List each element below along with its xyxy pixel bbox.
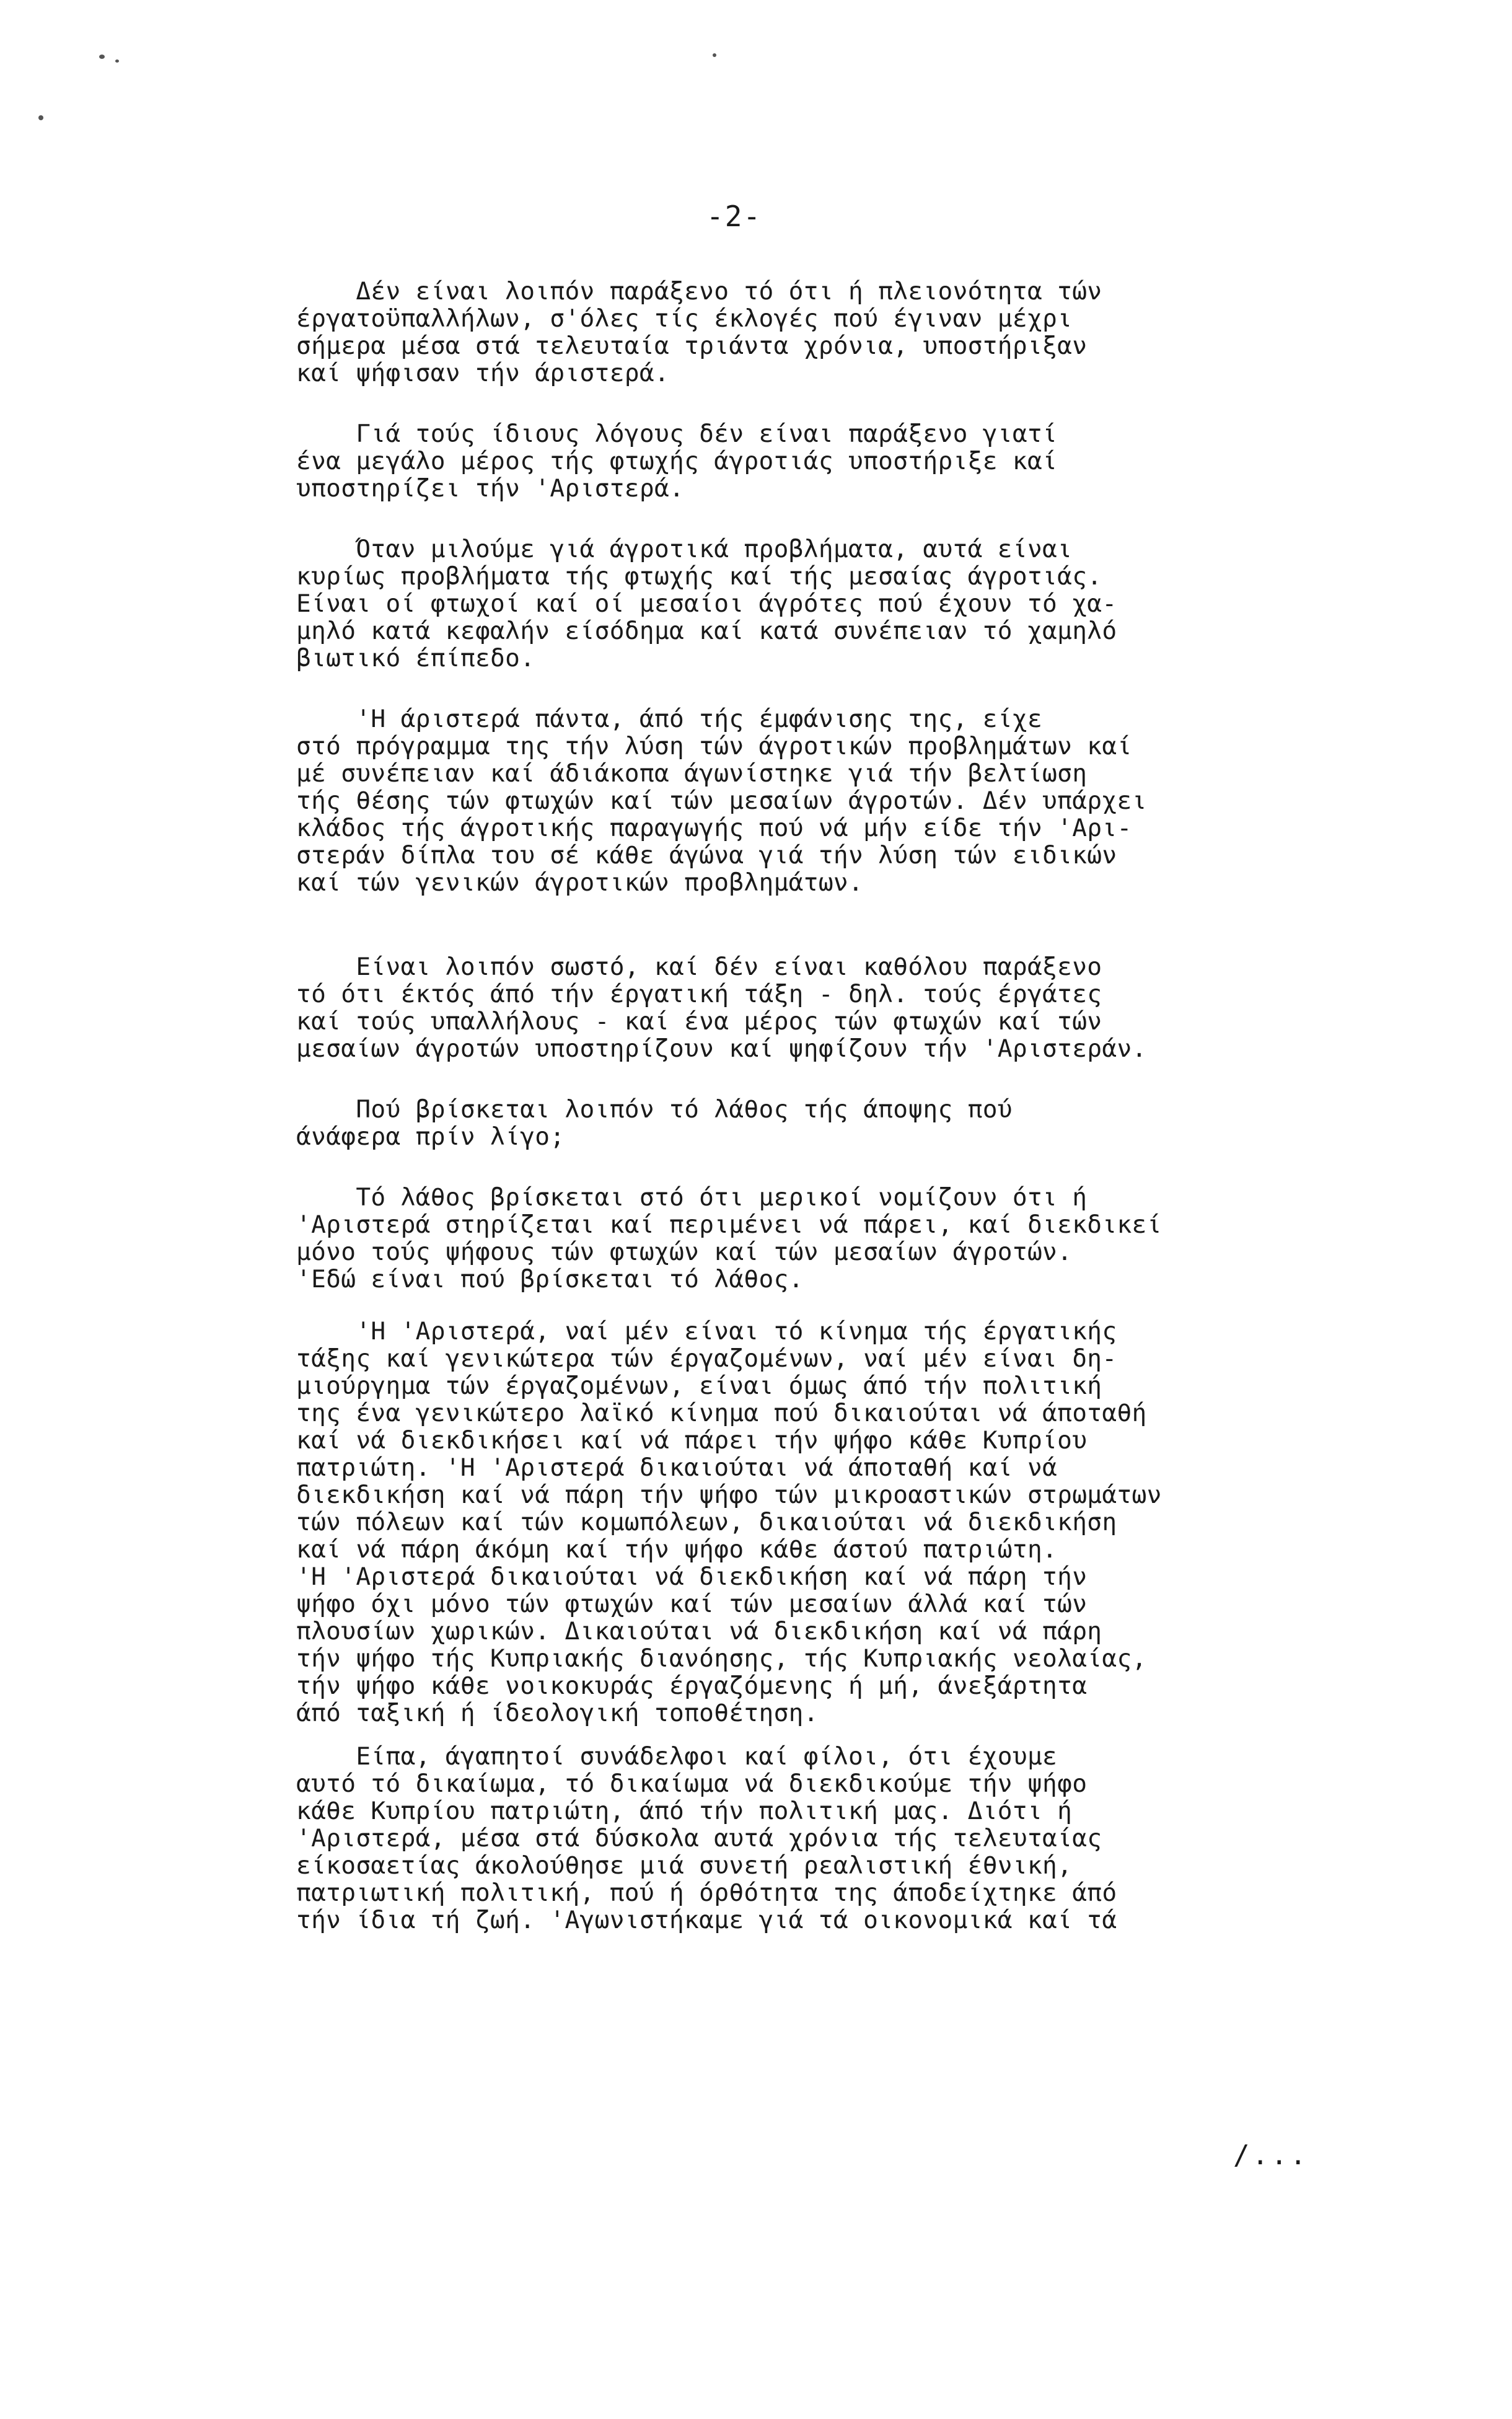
text-line: πατριωτική πολιτική, πού ή όρθότητα της άποδείχτηκε άπό	[296, 1879, 1117, 1907]
text-line: Γιά τούς ίδιους λόγους δέν είναι παράξενο γιατί	[296, 420, 1058, 448]
text-line: βιωτικό έπίπεδο.	[296, 644, 535, 672]
text-line: μέ συνέπειαν καί άδιάκοπα άγωνίστηκε γιά τήν βελτίωση	[296, 759, 1088, 788]
text-line: στεράν δίπλα του σέ κάθε άγώνα γιά τήν λύση τών ειδικών	[296, 841, 1117, 870]
paragraph	[296, 1743, 1387, 1934]
text-line: αυτό τό δικαίωμα, τό δικαίωμα νά διεκδικούμε τήν ψήφο	[296, 1769, 1088, 1798]
text-line: Δέν είναι λοιπόν παράξενο τό ότι ή πλειονότητα τών	[296, 277, 1102, 306]
text-line: μιούργημα τών έργαζομένων, είναι όμως άπό τήν πολιτική	[296, 1372, 1102, 1400]
text-line: τής θέσης τών φτωχών καί τών μεσαίων άγροτών. Δέν υπάρχει	[296, 787, 1147, 815]
text-line: άπό ταξική ή ίδεολογική τοποθέτηση.	[296, 1699, 819, 1727]
paragraph	[296, 1096, 1387, 1150]
text-line: της ένα γενικώτερο λαϊκό κίνημα πού δικαιούται νά άποταθή	[296, 1399, 1147, 1427]
text-line: άνάφερα πρίν λίγο;	[296, 1122, 565, 1151]
text-line: μηλό κατά κεφαλήν είσόδημα καί κατά συνέπειαν τό χαμηλό	[296, 617, 1117, 645]
text-line: 'Η 'Αριστερά, ναί μέν είναι τό κίνημα τής έργατικής	[296, 1317, 1117, 1346]
text-line: Είναι οί φτωχοί καί οί μεσαίοι άγρότες πού έχουν τό χα-	[296, 589, 1117, 618]
text-line: κάθε Κυπρίου πατριώτη, άπό τήν πολιτική μας. Διότι ή	[296, 1797, 1073, 1825]
text-line: μεσαίων άγροτών υποστηρίζουν καί ψηφίζουν τήν 'Αριστεράν.	[296, 1034, 1147, 1063]
paragraph	[296, 1318, 1387, 1727]
text-line: τών πόλεων καί τών κομωπόλεων, δικαιούται νά διεκδικήση	[296, 1508, 1117, 1536]
text-line: τήν ίδια τή ζωή. 'Αγωνιστήκαμε γιά τά οικονομικά καί τά	[296, 1906, 1117, 1934]
text-line: καί τούς υπαλλήλους - καί ένα μέρος τών φτωχών καί τών	[296, 1007, 1102, 1036]
text-line: κυρίως προβλήματα τής φτωχής καί τής μεσαίας άγροτιάς.	[296, 562, 1102, 591]
text-line: 'Η 'Αριστερά δικαιούται νά διεκδικήση καί νά πάρη τήν	[296, 1562, 1088, 1591]
text-line: είκοσαετίας άκολούθησε μιά συνετή ρεαλιστική έθνική,	[296, 1851, 1073, 1880]
paragraph	[296, 1184, 1387, 1293]
text-line: τάξης καί γενικώτερα τών έργαζομένων, ναί μέν είναι δη-	[296, 1344, 1117, 1373]
paragraph	[296, 535, 1387, 672]
ink-speck	[99, 55, 105, 59]
text-line: Τό λάθος βρίσκεται στό ότι μερικοί νομίζουν ότι ή	[296, 1183, 1088, 1212]
text-line: Όταν μιλούμε γιά άγροτικά προβλήματα, αυτά είναι	[296, 535, 1073, 563]
text-line: τό ότι έκτός άπό τήν έργατική τάξη - δηλ. τούς έργάτες	[296, 980, 1102, 1008]
text-line: πλουσίων χωρικών. Δικαιούται νά διεκδικήση καί νά πάρη	[296, 1617, 1102, 1646]
text-line: ψήφο όχι μόνο τών φτωχών καί τών μεσαίων άλλά καί τών	[296, 1590, 1088, 1618]
text-line: σήμερα μέσα στά τελευταία τριάντα χρόνια, υποστήριξαν	[296, 332, 1088, 360]
text-line: στό πρόγραμμα της τήν λύση τών άγροτικών προβλημάτων καί	[296, 732, 1132, 760]
text-line: διεκδικήση καί νά πάρη τήν ψήφο τών μικροαστικών στρωμάτων	[296, 1481, 1162, 1509]
page-number: -2-	[706, 200, 762, 233]
text-line: 'Αριστερά, μέσα στά δύσκολα αυτά χρόνια τής τελευταίας	[296, 1824, 1102, 1853]
paragraph	[296, 278, 1387, 387]
text-line: ένα μεγάλο μέρος τής φτωχής άγροτιάς υποστήριξε καί	[296, 447, 1058, 475]
text-line: καί νά πάρη άκόμη καί τήν ψήφο κάθε άστού πατριώτη.	[296, 1535, 1058, 1564]
text-line: καί νά διεκδικήσει καί νά πάρει τήν ψήφο κάθε Κυπρίου	[296, 1426, 1088, 1455]
document-body	[296, 278, 1387, 1934]
text-line: πατριώτη. 'Η 'Αριστερά δικαιούται νά άποταθή καί νά	[296, 1453, 1058, 1482]
text-line: καί τών γενικών άγροτικών προβλημάτων.	[296, 868, 864, 897]
text-line: έργατοϋπαλλήλων, σ'όλες τίς έκλογές πού έγιναν μέχρι	[296, 304, 1073, 333]
paragraph	[296, 420, 1387, 502]
text-line: τήν ψήφο κάθε νοικοκυράς έργαζόμενης ή μή, άνεξάρτητα	[296, 1672, 1088, 1700]
text-line: Είπα, άγαπητοί συνάδελφοι καί φίλοι, ότι έχουμε	[296, 1742, 1058, 1771]
text-line: 'Εδώ είναι πού βρίσκεται τό λάθος.	[296, 1265, 804, 1293]
text-line: κλάδος τής άγροτικής παραγωγής πού νά μήν είδε τήν 'Αρι-	[296, 814, 1132, 842]
text-line: καί ψήφισαν τήν άριστερά.	[296, 359, 670, 387]
text-line: 'Η άριστερά πάντα, άπό τής έμφάνισης της, είχε	[296, 705, 1043, 733]
text-line: μόνο τούς ψήφους τών φτωχών καί τών μεσαίων άγροτών.	[296, 1238, 1073, 1266]
ink-speck	[115, 59, 119, 63]
text-line: τήν ψήφο τής Κυπριακής διανόησης, τής Κυπριακής νεολαίας,	[296, 1644, 1147, 1673]
ink-speck	[713, 53, 716, 57]
text-line: Είναι λοιπόν σωστό, καί δέν είναι καθόλου παράξενο	[296, 953, 1102, 981]
ink-speck	[38, 115, 43, 120]
text-line: Πού βρίσκεται λοιπόν τό λάθος τής άποψης πού	[296, 1095, 1013, 1124]
text-line: υποστηρίζει τήν 'Αριστερά.	[296, 474, 685, 503]
continuation-mark: /...	[1233, 2139, 1309, 2171]
paragraph	[296, 705, 1387, 896]
text-line: 'Αριστερά στηρίζεται καί περιμένει νά πάρει, καί διεκδικεί	[296, 1210, 1162, 1239]
paragraph	[296, 953, 1387, 1062]
